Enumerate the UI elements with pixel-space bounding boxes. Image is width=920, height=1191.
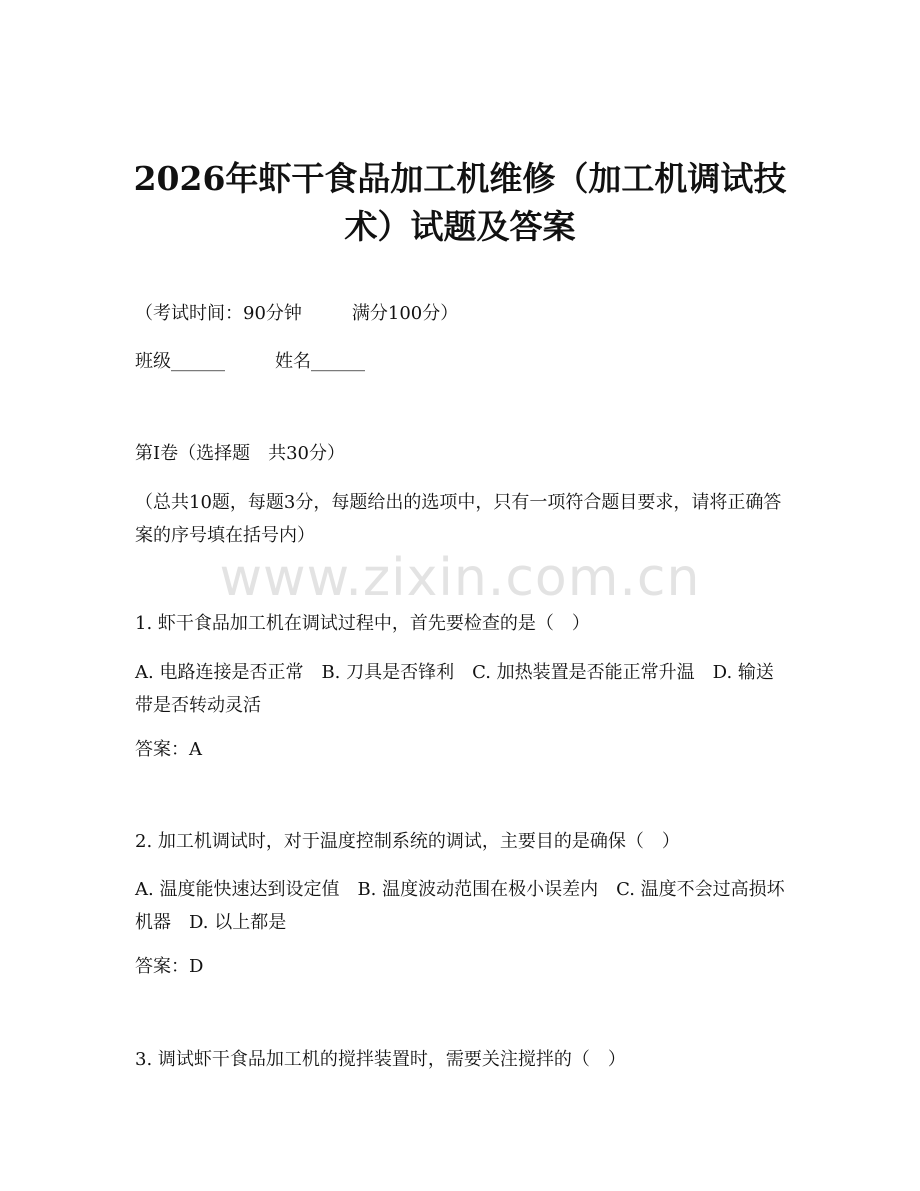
exam-time: （考试时间：90分钟 (135, 303, 302, 324)
exam-score: 满分100分） (351, 303, 459, 324)
document-title: 2026年虾干食品加工机维修（加工机调试技术）试题及答案 (133, 159, 787, 246)
student-info (135, 345, 365, 379)
exam-info (135, 297, 458, 331)
name-field: 姓名______ (275, 351, 365, 372)
question-2-answer: 答案：D (135, 956, 204, 977)
watermark: www.zixin.com.cn (219, 548, 701, 608)
question-2-stem: 2. 加工机调试时，对于温度控制系统的调试，主要目的是确保（ ） (135, 831, 680, 852)
section-heading: 第I卷（选择题 共30分） (135, 443, 346, 464)
question-1-options: A. 电路连接是否正常 B. 刀具是否锋利 C. 加热装置是否能正常升温 D. 输送带是否转动灵活 (135, 662, 774, 716)
question-3-stem: 3. 调试虾干食品加工机的搅拌装置时，需要关注搅拌的（ ） (135, 1049, 626, 1070)
section-instructions: （总共10题，每题3分，每题给出的选项中，只有一项符合题目要求，请将正确答案的序号填在括号内） (135, 492, 782, 546)
question-2-options: A. 温度能快速达到设定值 B. 温度波动范围在极小误差内 C. 温度不会过高损坏机器 D. 以上都是 (135, 879, 785, 933)
question-1-answer: 答案：A (135, 739, 202, 760)
class-field: 班级______ (135, 351, 225, 372)
question-1-stem: 1. 虾干食品加工机在调试过程中，首先要检查的是（ ） (135, 613, 590, 634)
